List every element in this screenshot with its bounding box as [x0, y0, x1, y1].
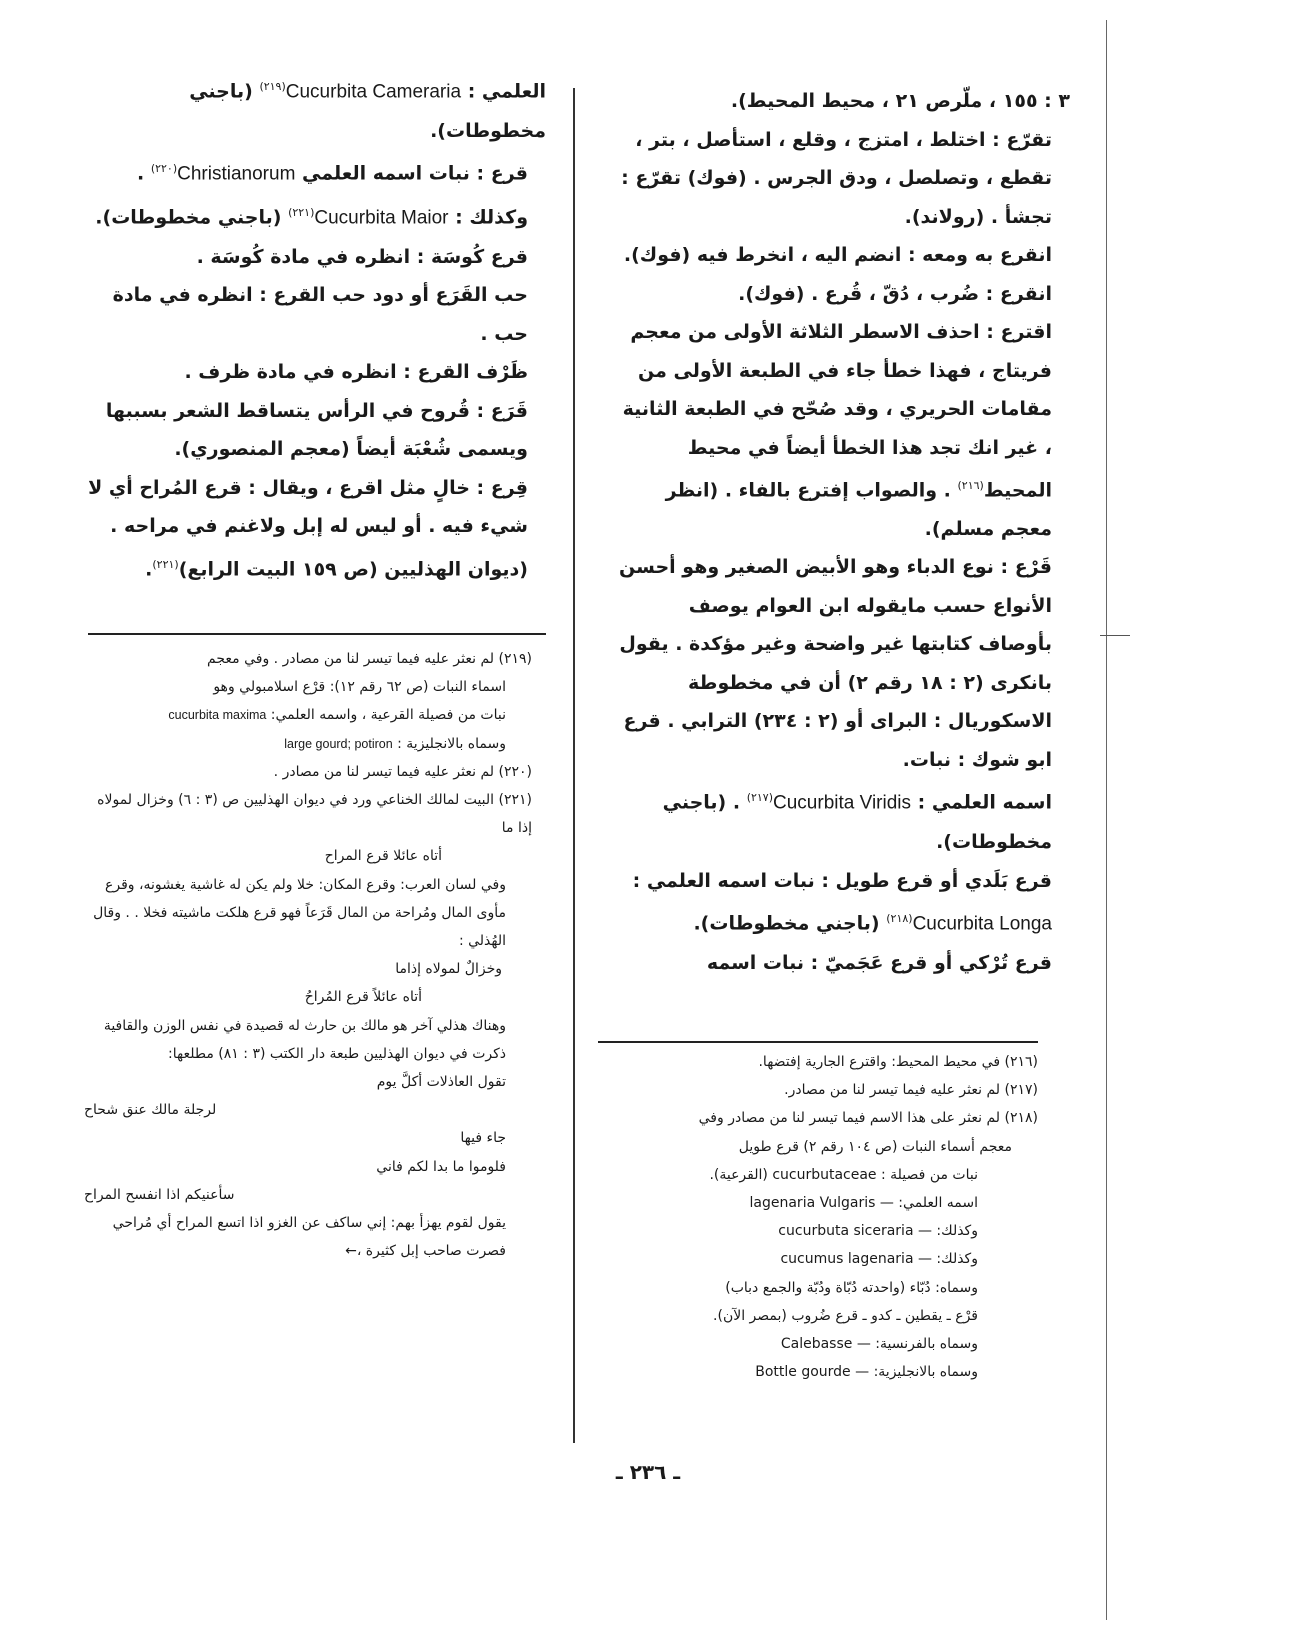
entry-text: قرع : نبات اسمه العلمي: [302, 162, 528, 185]
verse-line: سأعنيكم اذا انفسح المراح: [84, 1186, 235, 1203]
entry-paragraph: قِرع : خالٍ مثل اقرع ، ويقال : قرع المُراح أي لا شيء فيه . أو ليس له إبل ولاغنم في مراحه . (ديوان الهذليين (ص ١٥٩ البيت الرابع)$^{(٢٢١)}$.: [88, 476, 528, 581]
footnote: وسماه بالانجليزية: — Bottle gourde: [755, 1364, 978, 1381]
footnote: [84, 701, 532, 729]
latin-name: Christianorum: [177, 163, 296, 185]
scan-edge-tick: [1100, 635, 1130, 636]
entry-text: العلمي :: [467, 80, 546, 103]
entry-text: قرع بَلَدي أو قرع طويل : نبات اسمه العلمي :: [632, 869, 1052, 892]
entry-paragraph: انقرع به ومعه : انضم اليه ، انخرط فيه (فوك).: [623, 244, 1052, 266]
latin-name: Cucurbita Longa: [912, 913, 1052, 935]
entry-paragraph: قرع : نبات اسمه العلمي Christianorum$^{(٢٢٠)}$ .: [136, 162, 528, 185]
entry-text: . (باجني مخطوطات).: [662, 791, 1052, 854]
verse-line: وخزالٌ لمولاه إذاما: [395, 961, 502, 978]
latin-name: Cucurbita Cameraria: [285, 81, 462, 103]
footnote: (٢١٩) لم نعثر عليه فيما تيسر لنا من مصادر . وفي معجم: [207, 651, 532, 667]
footnote: [84, 730, 532, 758]
footnote: (٢١٧) لم نعثر عليه فيما تيسر لنا من مصادر.: [784, 1082, 1038, 1099]
footnote: يقول لقوم يهزأ بهم: إني ساكف عن الغزو اذا اتسع المراح أي مُراحي فصرت صاحب إبل كثيرة ،←: [112, 1215, 506, 1260]
scan-edge-line: [1106, 20, 1107, 1620]
entry-paragraph: قَرَع : قُروح في الرأس يتساقط الشعر بسببها ويسمى شُعْبَة أيضاً (معجم المنصوري).: [105, 399, 528, 461]
footnote: اسماء النبات (ص ٦٢ رقم ١٢): قرْع اسلامبولي وهو: [213, 679, 506, 696]
footnote: جاء فيها: [460, 1130, 506, 1147]
left-footnotes: [84, 645, 532, 1265]
note-ref: (٢٢٠): [150, 162, 178, 176]
footnote: قرْع ـ يقطين ـ كدو ـ قرع ضُروب (بمصر الآن).: [713, 1307, 978, 1324]
entry-paragraph: ٣ : ١٥٥ ، ملّرص ٢١ ، محيط المحيط).: [730, 90, 1070, 112]
note-ref: (٢١٨): [886, 912, 913, 926]
entry-text: وكذلك :: [455, 206, 528, 229]
entry-paragraph: [88, 68, 546, 150]
footnote: (٢١٦) في محيط المحيط: واقترع الجارية إفتضها.: [758, 1054, 1038, 1070]
footnote-divider: [598, 1041, 1038, 1043]
entry-paragraph: [610, 862, 1070, 944]
page-number: ـ ٢٣٦ ـ: [615, 1460, 681, 1484]
verse-line: تقول العاذلات أكلَّ يوم: [376, 1074, 506, 1091]
footnote-text: نبات من فصيلة القرعية ، واسمه العلمي:: [270, 707, 506, 724]
footnote: معجم أسماء النبات (ص ١٠٤ رقم ٢) قرع طويل: [738, 1138, 1012, 1155]
entry-text: (باجني مخطوطات).: [95, 206, 282, 229]
entry-text: . والصواب إفترع بالفاء . (انظر معجم مسلم).: [665, 479, 1052, 540]
entry-paragraph: انقرع : ضُرب ، دُقّ ، قُرع . (فوك).: [738, 282, 1052, 305]
entry-text: اسمه العلمي :: [917, 791, 1052, 814]
latin-name: Cucurbita Viridis: [773, 792, 911, 814]
entry-text: (باجني مخطوطات).: [189, 80, 546, 142]
footnote: (٢١٨) لم نعثر على هذا الاسم فيما تيسر لنا من مصادر وفي: [698, 1110, 1038, 1127]
entry-paragraph: ظَرْف القرع : انظره في مادة ظرف .: [184, 361, 528, 384]
footnote: (٢٢١) البيت لمالك الخناعي ورد في ديوان الهذليين ص (٣ : ٦) وخزال لمولاه إذا ما: [97, 792, 532, 837]
right-footnotes: [598, 1048, 1038, 1386]
footnote: وفي لسان العرب: وقرع المكان: خلا ولم يكن له غاشية يغشونه، وقرع مأوى المال ومُراحة من المال قَرَعاً فهو قرع هلكت ماشيته فخلا . . وقال الهُذلي :: [93, 876, 506, 950]
footnote-text: وسماه بالانجليزية :: [397, 735, 506, 752]
note-ref: (٢١٩): [259, 80, 286, 93]
verse-line: فلوموا ما بدا لكم فاني: [376, 1158, 506, 1175]
footnote-divider: [88, 633, 546, 635]
right-column: [610, 82, 1070, 982]
footnote: وكذلك: — cucurbuta siceraria: [778, 1223, 978, 1240]
entry-paragraph: حب القَرَع أو دود حب القرع : انظره في مادة حب .: [112, 284, 528, 345]
footnote: وكذلك: — cucumus lagenaria: [780, 1251, 978, 1268]
latin-name: Cucurbita Maior: [314, 207, 449, 229]
entry-paragraph: [610, 779, 1070, 861]
verse-line: أتاه عائلاً قرع المُراحُ: [304, 989, 422, 1006]
footnote: اسمه العلمي: — lagenaria Vulgaris: [749, 1195, 978, 1212]
entry-paragraph: قرع تُرْكي أو قرع عَجَميّ : نبات اسمه: [706, 951, 1052, 974]
footnote: وهناك هذلي آخر هو مالك بن حارث له قصيدة في نفس الوزن والقافية ذكرت في ديوان الهذليين طبعة دار الكتب (٣ : ٨١) مطلعها:: [103, 1017, 506, 1062]
footnote: وسماه بالفرنسية: — Calebasse: [780, 1336, 978, 1353]
entry-text: اقترع : احذف الاسطر الثلاثة الأولى من معجم فريتاج ، فهذا خطأ جاء في الطبعة الأولى من مقامات الحريري ، وقد صُحّح في الطبعة الثانية ، غير انك تجد هذا الخطأ أيضاً في محيط المحيط: [622, 321, 1052, 502]
note-ref: (٢٢١): [288, 206, 315, 220]
note-ref: (٢٢١): [152, 557, 179, 571]
entry-text: قِرع : خالٍ مثل اقرع ، ويقال : قرع المُراح أي لا شيء فيه . أو ليس له إبل ولاغنم في مراحه . (ديوان الهذليين (ص ١٥٩ البيت الرابع): [88, 476, 528, 581]
entry-paragraph: قرع كُوسَة : انظره في مادة كُوسَة .: [196, 245, 528, 268]
footnote: (٢٢٠) لم نعثر عليه فيما تيسر لنا من مصادر .: [273, 763, 532, 780]
entry-paragraph: قَرْع : نوع الدباء وهو الأبيض الصغير وهو أحسن الأنواع حسب مايقوله ابن العوام يوصف بأوصاف كتابتها غير واضحة وغير مؤكدة . يقول بانكرى (٢ : ١٨ رقم ٢) أن في مخطوطة الاسكوريال : البراى أو (٢ : ٢٣٤) الترابي . قرع ابو شوك : نبات.: [619, 556, 1052, 771]
entry-paragraph: [610, 313, 1070, 548]
footnote: نبات من فصيلة : cucurbutaceae (القرعية).: [709, 1166, 978, 1183]
entry-text: (باجني مخطوطات).: [693, 912, 880, 935]
left-column: [88, 68, 546, 589]
column-divider: [573, 88, 575, 1443]
entry-paragraph: تقرّع : اختلط ، امتزج ، وقلع ، استأصل ، بتر ، تقطع ، وتصلصل ، ودق الجرس . (فوك) تقرّع : تجشأ . (رولاند).: [621, 128, 1052, 228]
latin-name: cucurbita maxima: [168, 708, 267, 723]
latin-name: large gourd; potiron: [284, 736, 393, 751]
note-ref: (٢١٧): [746, 791, 774, 805]
verse-line: لرجلة مالك عنق شحاح: [84, 1102, 217, 1119]
footnote: وسماه: دُبّاء (واحدته دُبّاة ودُبّة والجمع دباب): [725, 1279, 978, 1296]
entry-paragraph: [88, 194, 546, 238]
footnote: أتاه عائلا قرع المراح: [324, 848, 442, 865]
note-ref: (٢١٦): [957, 479, 984, 492]
